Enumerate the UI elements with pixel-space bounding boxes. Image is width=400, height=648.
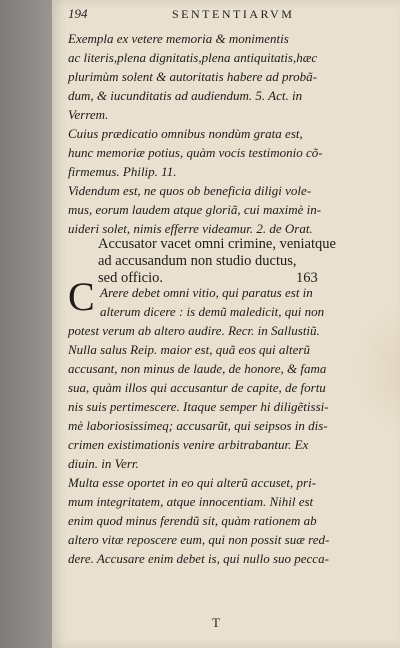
text-line: Nulla salus Reip. maior est, quã eos qui alterũ (68, 342, 310, 357)
text-line: hunc memoriæ potius, quàm vocis testimonio cõ- (68, 145, 323, 160)
page-number: 194 (68, 6, 88, 21)
signature-mark: T (212, 615, 220, 630)
text-line: sua, quàm illos qui accusantur de capite, de fortu (68, 380, 326, 395)
text-line: crimen existimationis venire arbitrabantur. Ex (68, 437, 309, 452)
running-title: SENTENTIARVM (172, 7, 295, 21)
text-line: Exempla ex vetere memoria & monimentis (68, 31, 289, 46)
text-line: mè laboriosissimeq; accusarũt, qui seipsos in dis- (68, 418, 328, 433)
text-line: enim quod minus ferendũ sit, quàm rationem ab (68, 513, 317, 528)
paper-stain (352, 300, 400, 440)
book-gutter (0, 0, 52, 648)
text-line: potest verum ab altero audire. Recr. in Sallustiũ. (68, 323, 320, 338)
text-line: altero vitæ reposcere eum, qui non possit suæ red- (68, 532, 330, 547)
section-heading-line: Accusator vacet omni crimine, veniatque (98, 236, 336, 252)
page-header (68, 6, 394, 24)
text-line: mum integritatem, atque innocentiam. Nihil est (68, 494, 314, 509)
text-line: alterum dicere : is demũ maledicit, qui non (100, 304, 325, 319)
text-line: Verrem. (68, 107, 109, 122)
text-line: accusant, non minus de laude, de honore, & fama (68, 361, 327, 376)
text-line: nis suis pertimescere. Itaque semper hi diligẽtissi- (68, 399, 329, 414)
text-line: mus, eorum laudem atque gloriã, cui maximè in- (68, 202, 322, 217)
text-line: Cuius prædicatio omnibus nondùm grata est, (68, 126, 303, 141)
text-line: ac literis,plena dignitatis,plena antiquitatis,hæc (68, 50, 318, 65)
text-line: diuin. in Verr. (68, 456, 139, 471)
section-heading-line: ad accusandum non studio ductus, (98, 253, 297, 269)
text-line: Arere debet omni vitio, qui paratus est in (100, 285, 313, 300)
text-line: plurimùm solent & autoritatis habere ad probã- (68, 69, 317, 84)
text-line: Videndum est, ne quos ob beneficia diligi vole- (68, 183, 312, 198)
text-line: dum, & iucunditatis ad audiendum. 5. Act. in (68, 88, 303, 103)
text-line: Multa esse oportet in eo qui alterũ accuset, pri- (68, 475, 317, 490)
text-line: uideri solet, nimis efferre videamur. 2. de Orat. (68, 221, 313, 236)
drop-cap: C (68, 274, 95, 319)
section-heading-line: sed officio. (98, 270, 163, 286)
text-line: dere. Accusare enim debet is, qui nullo suo pecca- (68, 551, 329, 566)
text-line: firmemus. Philip. 11. (68, 164, 177, 179)
section-number: 163 (296, 270, 318, 286)
book-page (52, 0, 400, 648)
